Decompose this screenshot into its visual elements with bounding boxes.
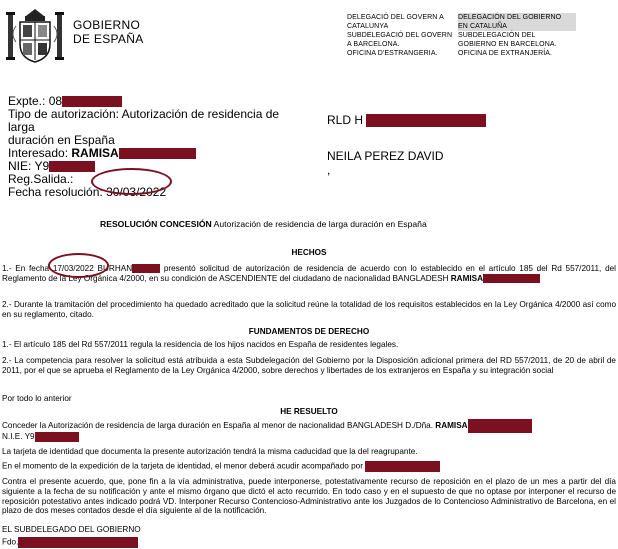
header-catalan-line: DELEGACIÓ DEL GOVERN A [347,14,444,21]
resolucion-heading: RESOLUCIÓN CONCESIÓN Autorización de residencia de larga duración en España [100,219,427,229]
rld-line: RLD H [327,114,486,127]
resuelto-nie-line: N.I.E. Y9 [2,432,79,442]
hechos-paragraph-2: 2.- Durante la tramitación del procedimiento ha quedado acreditado que la solicitud reúne la totalidad de los requisitos establecidos en la Ley Orgánica 4/2000 así como en su reglamento, citado. [2,300,616,319]
expte-line: Expte.: 08 [8,95,308,108]
redaction [62,96,122,107]
date-circle-annotation-2 [48,253,109,278]
nie-line: NIE: Y9 [8,160,308,173]
hechos-date: 17/03/2022 [52,264,94,273]
date-circle-annotation [91,168,172,195]
redaction [18,537,138,548]
header-spanish-line: GOBIERNO EN BARCELONA. [458,41,557,48]
recipient-line-2: , [327,163,331,177]
redaction [365,461,440,472]
header-catalan-line: SUBDELEGACIÓ DEL GOVERN [347,32,453,39]
hechos-title: HECHOS [291,248,327,257]
resuelto-paragraph-3: En el momento de la expedición de la tarjeta de identidad, el menor deberá acudir acompañado por [2,461,616,472]
fecha-line: Fecha resolución: 30/03/2022 [8,185,167,199]
redaction [468,419,532,433]
resuelto-title: HE RESUELTO [280,407,338,416]
gobierno-de-espana-title [73,18,144,46]
fundamentos-title: FUNDAMENTOS DE DERECHO [248,327,370,336]
redaction [49,161,95,172]
resuelto-paragraph-4: Contra el presente acuerdo, que, pone fin a la vía administrativa, puede interponerse, potestativamente recurso de reposición en el plazo de un mes a partir del día siguiente a la fecha de su notificación y ante el mismo órgano que dictó el acto recurrido. En todo caso y en el supuesto de que no optase por interponer el recurso de reposición potestativo antes indicado podrá VD. Interponer Recurso Contencioso-Administrativo ante los Juzgados de lo Contencioso Administrativo de Barcelona, en el plazo de dos meses contados desde el día siguiente al de la notificación. [2,477,616,516]
header-spanish-line: SUBDELEGACIÓN DEL [458,32,536,39]
reg-salida-line: Reg.Salida.: [8,172,74,186]
gobierno-line-1: GOBIERNO [73,18,141,32]
fundamentos-paragraph-1: 1.- El artículo 185 del Rd 557/2011 regula la residencia de los hijos nacidos en España de residentes legales. [2,340,399,349]
fdo-line: Fdo. [2,537,138,548]
redaction [483,274,540,283]
header-spanish-line: OFICINA DE EXTRANJERÍA. [458,50,553,57]
header-catalan-line: A BARCELONA. [347,41,400,48]
tipo-line-1: Tipo de autorización: Autorización de residencia de larga [8,107,280,134]
fecha-value: 30/03/2022 [106,185,167,199]
redaction [35,432,79,442]
header-spanish [458,13,576,58]
redaction [366,114,486,127]
fundamentos-paragraph-3: Por todo lo anterior [2,394,72,403]
hechos-paragraph-1: 1.- En fecha 17/03/2022 BURHAN presentó solicitud de autorización de residencia de acuerdo con lo establecido en el artículo 185 del Rd 557/2011, del Reglamento de la Ley Orgánica 4/2000, en su condición de ASCENDIENTE del ciudadano de nacionalidad BANGLADESH RAMISA [2,264,616,283]
gobierno-line-2: DE ESPAÑA [73,32,144,46]
subdelegado-signature-title: EL SUBDELEGADO DEL GOBIERNO [2,525,141,534]
header-spanish-line: EN CATALUÑA [458,22,576,31]
coat-of-arms-logo [6,6,64,66]
redaction [132,264,160,273]
header-catalan-line: CATALUNYA [347,23,389,30]
fundamentos-paragraph-2: 2.- La competencia para resolver la solicitud está atribuida a esta Subdelegación del Gobierno por la Disposición adicional primera del RD 557/2011, de 20 de abril de 2011, por el que se aprueba el Reglamento de la Ley Orgánica 4/2000, sobre derechos y libertades de los extranjeros en España y su integración social [2,356,616,375]
redaction [119,148,196,159]
resuelto-paragraph-2: La tarjeta de identidad que documenta la presente autorización tendrá la misma caducidad que la del reagrupante. [2,447,418,456]
interesado-line: Interesado: RAMISA [8,147,308,160]
header-spanish-line: DELEGACIÓN DEL GOBIERNO [458,13,576,22]
header-catalan [347,13,453,58]
header-catalan-line: OFICINA D'ESTRANGERIA. [347,50,438,57]
recipient-name: NEILA PEREZ DAVID [327,149,444,163]
tipo-line-2: duración en España [8,133,115,147]
resuelto-paragraph-1: Conceder la Autorización de residencia de larga duración en España al menor de nacionalidad BANGLADESH D./Dña. RAMISA [2,419,616,433]
